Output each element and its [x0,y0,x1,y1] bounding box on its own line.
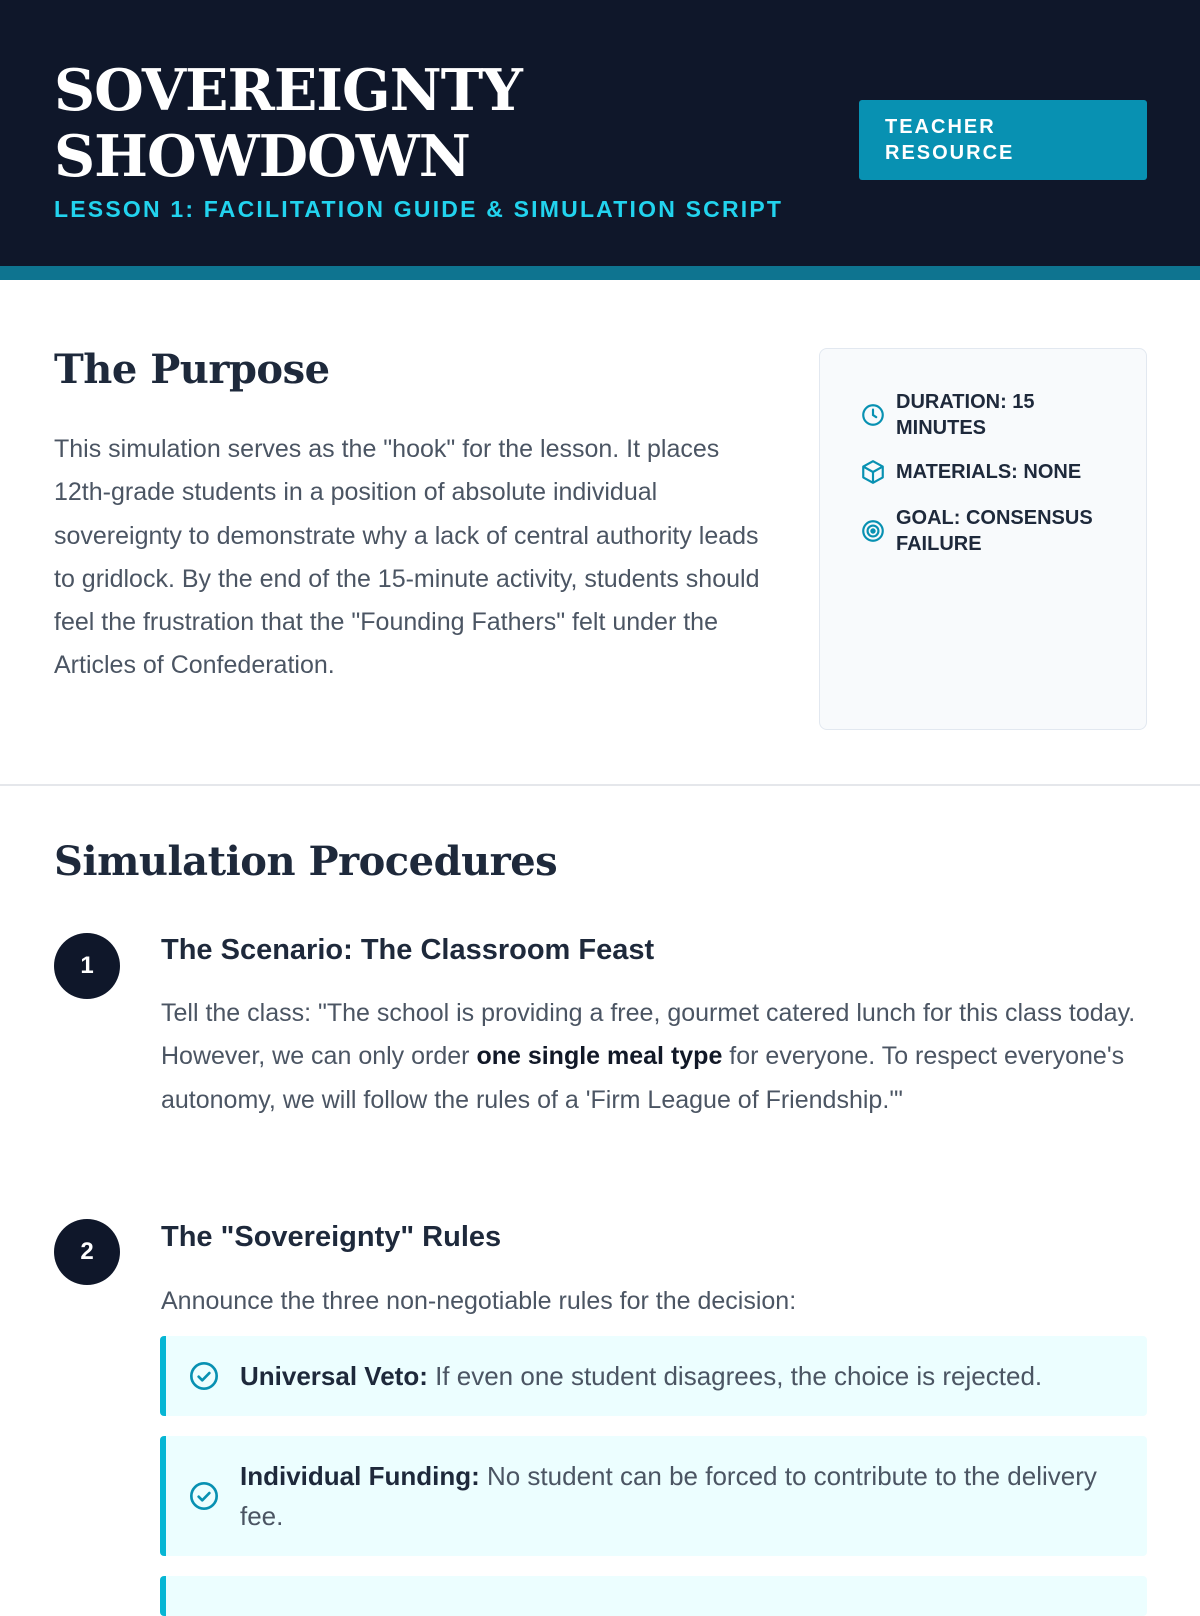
purpose-text: This simulation serves as the "hook" for the lesson. It places 12th-grade students in a position of absolute individual sovereignty to demonstrate why a lack of central authority leads to gridlock. By the end of the 15-minute activity, students should feel the frustration that the "Founding Fathers" felt under the Articles of Confederation. [54,435,760,680]
info-duration-label: DURATION: 15 MINUTES [896,391,1035,439]
section-divider [0,784,1200,786]
step-number-1: 1 [54,933,120,999]
procedures-heading: Simulation Procedures [54,838,558,885]
check-circle-icon [188,1360,220,1392]
rule-text: Universal Veto: If even one student disagrees, the choice is rejected. [240,1361,1043,1391]
purpose-heading: The Purpose [54,346,330,393]
step-title-1: The Scenario: The Classroom Feast [161,934,655,966]
page-subtitle: LESSON 1: FACILITATION GUIDE & SIMULATION SCRIPT [54,196,784,222]
info-materials [860,459,1081,485]
rule-universal-veto [160,1336,1147,1416]
page-header [0,0,1200,280]
cube-icon [860,459,886,485]
check-circle-icon [188,1480,220,1512]
info-card [819,348,1147,730]
info-materials-label: MATERIALS: NONE [896,461,1082,483]
info-duration [860,389,1056,441]
page-title: SOVEREIGNTY SHOWDOWN [54,57,522,190]
rule-individual-funding [160,1436,1147,1556]
step-text-1-emphasis: one single meal type [476,1042,723,1071]
target-icon [860,518,886,544]
step-intro-2: Announce the three non-negotiable rules for the decision: [161,1287,797,1315]
info-goal-label: GOAL: CONSENSUS FAILURE [896,507,1093,555]
info-goal [860,505,1106,557]
step-text-1: Tell the class: "The school is providing a free, gourmet catered lunch for this class today. However, we can only order one single meal type for everyone. To respect everyone's autonomy, we will follow the rules of a 'Firm League of Friendship.'" [161,999,1136,1114]
step-number-2: 2 [54,1219,120,1285]
rule-text: Individual Funding: No student can be forced to contribute to the delivery fee. [240,1461,1097,1531]
rule-third-partial [160,1576,1147,1616]
clock-icon [860,402,886,428]
teacher-resource-badge: TEACHER RESOURCE [859,100,1147,180]
step-title-2: The "Sovereignty" Rules [161,1221,502,1253]
